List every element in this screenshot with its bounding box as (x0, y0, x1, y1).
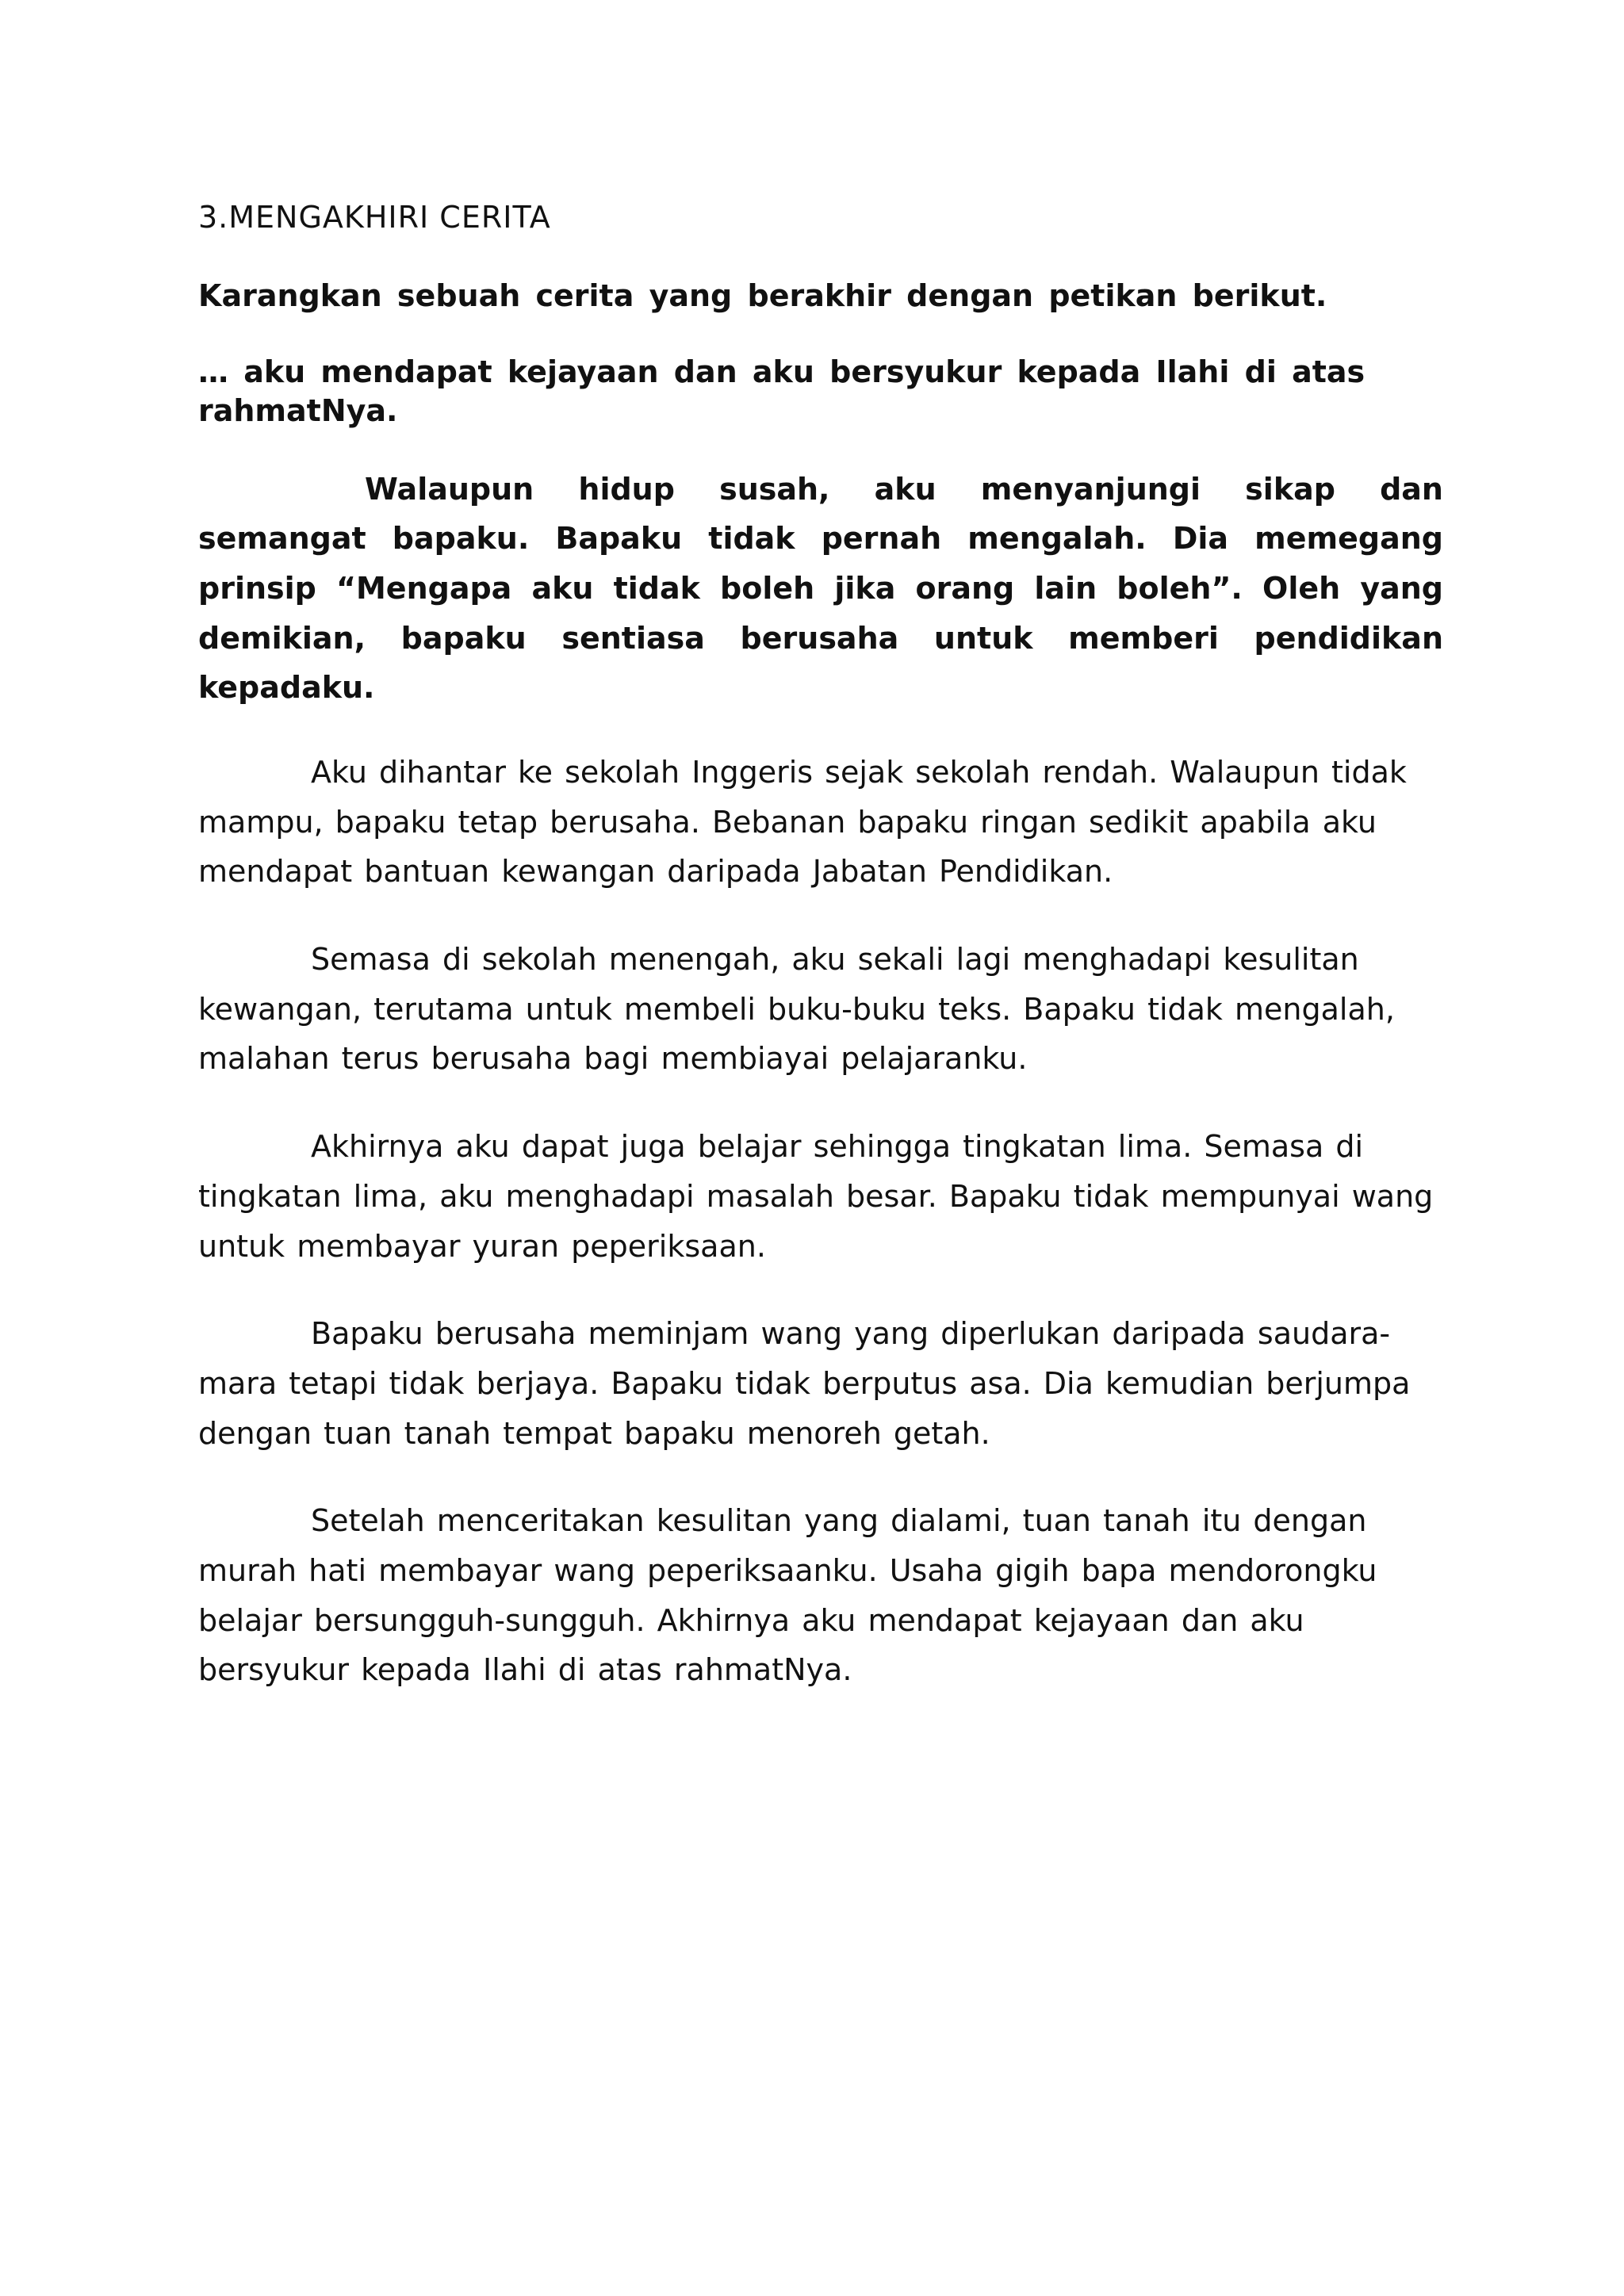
document-body (198, 198, 1443, 1733)
paragraph-5: Bapaku berusaha meminjam wang yang diperlukan daripada saudara-mara tetapi tidak berjaya. Bapaku tidak berputus asa. Dia kemudian berjumpa dengan tuan tanah tempat bapaku menoreh getah. (198, 1316, 1411, 1451)
paragraph-2: Aku dihantar ke sekolah Inggeris sejak sekolah rendah. Walaupun tidak mampu, bapaku tetap berusaha. Bebanan bapaku ringan sedikit apabila aku mendapat bantuan kewangan daripada Jabatan Pendidikan. (198, 755, 1407, 890)
paragraph-4: Akhirnya aku dapat juga belajar sehingga tingkatan lima. Semasa di tingkatan lima, aku menghadapi masalah besar. Bapaku tidak mempunyai wang untuk membayar yuran peperiksaan. (198, 1129, 1434, 1264)
paragraph-3: Semasa di sekolah menengah, aku sekali lagi menghadapi kesulitan kewangan, terutama untuk membeli buku-buku teks. Bapaku tidak mengalah, malahan terus berusaha bagi membiayai pelajaranku. (198, 942, 1395, 1077)
ending-excerpt: … aku mendapat kejayaan dan aku bersyukur kepada Ilahi di atas rahmatNya. (198, 354, 1365, 429)
essay-instruction: Karangkan sebuah cerita yang berakhir dengan petikan berikut. (198, 278, 1327, 314)
paragraph-6: Setelah menceritakan kesulitan yang dialami, tuan tanah itu dengan murah hati membayar wang peperiksaanku. Usaha gigih bapa mendorongku belajar bersungguh-sungguh. Akhirnya aku mendapat kejayaan dan aku bersyukur kepada Ilahi di atas rahmatNya. (198, 1503, 1377, 1688)
paragraph-1: Walaupun hidup susah, aku menyanjungi sikap dan semangat bapaku. Bapaku tidak pernah mengalah. Dia memegang prinsip “Mengapa aku tidak boleh jika orang lain boleh”. Oleh yang demikian, bapaku sentiasa berusaha untuk memberi pendidikan kepadaku. (198, 471, 1443, 706)
section-heading: 3.MENGAKHIRI CERITA (198, 200, 551, 235)
